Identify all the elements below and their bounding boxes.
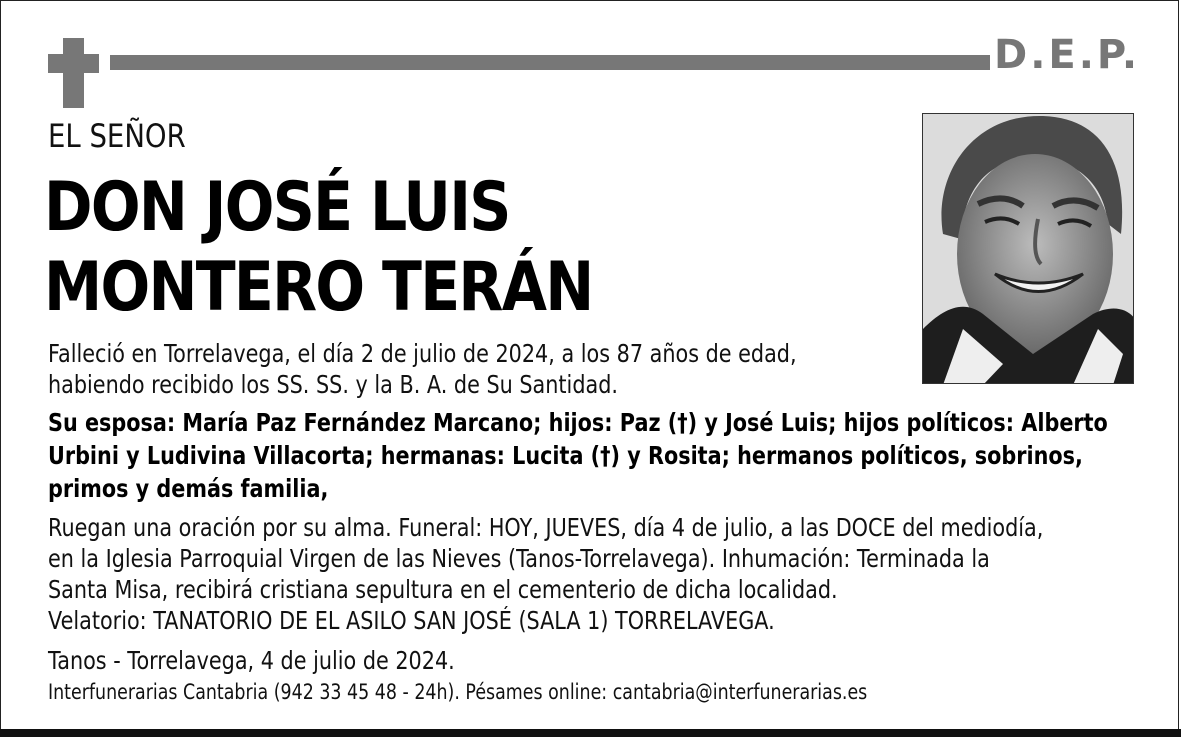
deceased-photo <box>922 113 1134 384</box>
funeral-line2: en la Iglesia Parroquial Virgen de las Nieves (Tanos-Torrelavega). Inhumación: Terminada la <box>48 544 990 573</box>
family-line3: primos y demás familia, <box>48 474 329 503</box>
funeral-line1: Ruegan una oración por su alma. Funeral: HOY, JUEVES, día 4 de julio, a las DOCE del mediodía, <box>48 513 1044 542</box>
death-notice-line1: Falleció en Torrelavega, el día 2 de julio de 2024, a los 87 años de edad, <box>48 339 797 368</box>
bottom-border <box>0 729 1181 737</box>
header-rule <box>110 55 990 70</box>
place-date: Tanos - Torrelavega, 4 de julio de 2024. <box>48 646 455 675</box>
footer-contact: Interfunerarias Cantabria (942 33 45 48 - 24h). Pésames online: cantabria@interfunerarias.es <box>48 680 868 704</box>
funeral-line4: Velatorio: TANATORIO DE EL ASILO SAN JOSÉ (SALA 1) TORRELAVEGA. <box>48 606 775 635</box>
deceased-name-line2: MONTERO TERÁN <box>44 248 593 327</box>
funeral-line3: Santa Misa, recibirá cristiana sepultura en el cementerio de dicha localidad. <box>48 575 838 604</box>
family-line2: Urbini y Ludivina Villacorta; hermanas: Lucita (†) y Rosita; hermanos políticos, sobrinos, <box>48 441 1083 470</box>
deceased-name-line1: DON JOSÉ LUIS <box>44 168 510 247</box>
dep-label: D.E.P. <box>994 32 1141 78</box>
family-line1: Su esposa: María Paz Fernández Marcano; hijos: Paz (†) y José Luis; hijos políticos: Alberto <box>48 408 1108 437</box>
death-notice-line2: habiendo recibido los SS. SS. y la B. A. de Su Santidad. <box>48 370 618 399</box>
intro-label: EL SEÑOR <box>48 117 186 155</box>
